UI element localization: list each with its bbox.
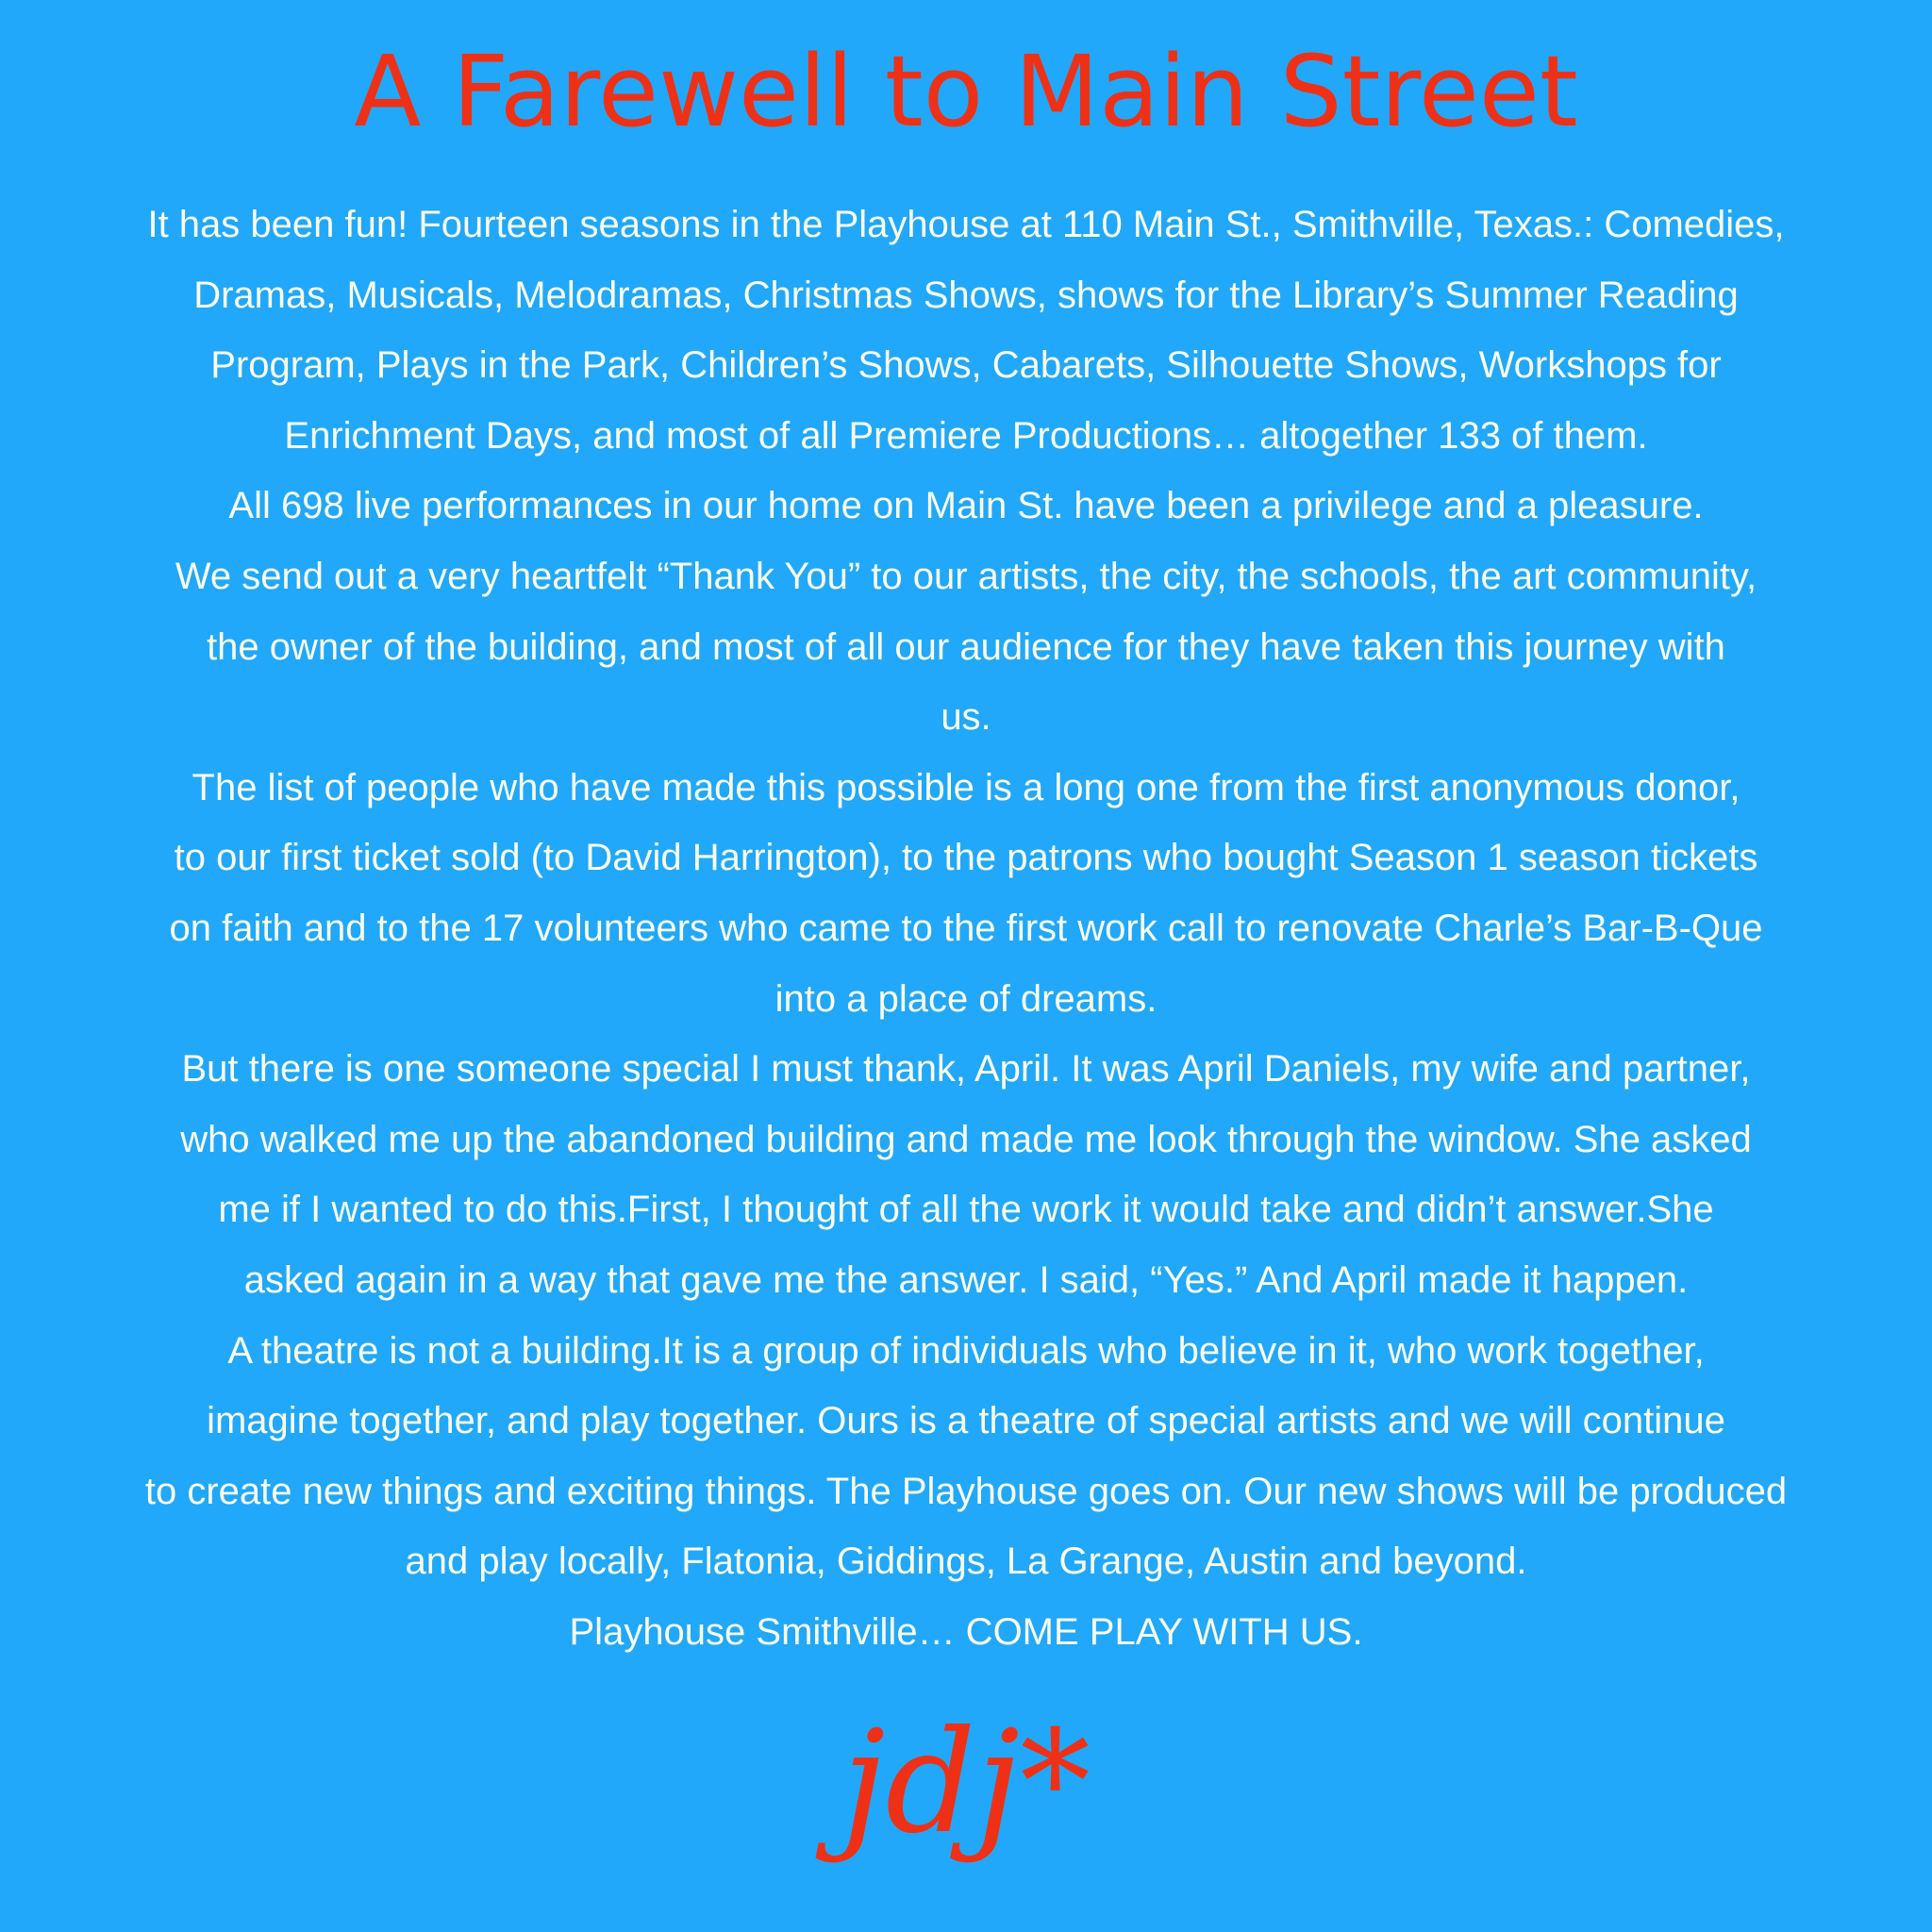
body-line: We send out a very heartfelt “Thank You” to our artists, the city, the schools, the art community, <box>175 555 1757 597</box>
body-line: Program, Plays in the Park, Children’s Shows, Cabarets, Silhouette Shows, Workshops for <box>210 344 1722 387</box>
body-line: us. <box>941 696 991 739</box>
body-line: imagine together, and play together. Ours is a theatre of special artists and we will continue <box>207 1400 1725 1442</box>
body-line: But there is one someone special I must thank, April. It was April Daniels, my wife and partner, <box>181 1048 1751 1091</box>
body-line: A theatre is not a building.It is a group of individuals who believe in it, who work together, <box>227 1329 1705 1372</box>
body-line: me if I wanted to do this.First, I thought of all the work it would take and didn’t answer.She <box>218 1189 1714 1231</box>
body-line: asked again in a way that gave me the answer. I said, “Yes.” And April made it happen. <box>243 1258 1689 1301</box>
body-line: It has been fun! Fourteen seasons in the Playhouse at 110 Main St., Smithville, Texas.: Comedies, <box>147 204 1785 245</box>
letter-body <box>0 190 1932 1667</box>
body-line: Dramas, Musicals, Melodramas, Christmas Shows, shows for the Library’s Summer Reading <box>193 274 1739 316</box>
body-line: All 698 live performances in our home on Main St. have been a privilege and a pleasure. <box>228 485 1704 527</box>
body-line: into a place of dreams. <box>774 977 1158 1020</box>
page-title: A Farewell to Main Street <box>354 34 1578 149</box>
signature: jdj* <box>841 1701 1091 1865</box>
body-line: who walked me up the abandoned building and made me look through the window. She asked <box>180 1118 1752 1160</box>
body-line: the owner of the building, and most of all our audience for they have taken this journey with <box>207 625 1725 668</box>
body-line: to create new things and exciting things. The Playhouse goes on. Our new shows will be produced <box>144 1470 1788 1512</box>
body-line: The list of people who have made this possible is a long one from the first anonymous donor, <box>192 766 1740 808</box>
body-line: on faith and to the 17 volunteers who came to the first work call to renovate Charle’s Bar-B-Que <box>169 907 1763 949</box>
body-line: Playhouse Smithville… COME PLAY WITH US. <box>569 1610 1363 1653</box>
body-line: Enrichment Days, and most of all Premiere Productions… altogether 133 of them. <box>284 414 1648 457</box>
body-line: to our first ticket sold (to David Harrington), to the patrons who bought Season 1 season tickets <box>174 837 1758 879</box>
body-line: and play locally, Flatonia, Giddings, La Grange, Austin and beyond. <box>405 1541 1527 1583</box>
